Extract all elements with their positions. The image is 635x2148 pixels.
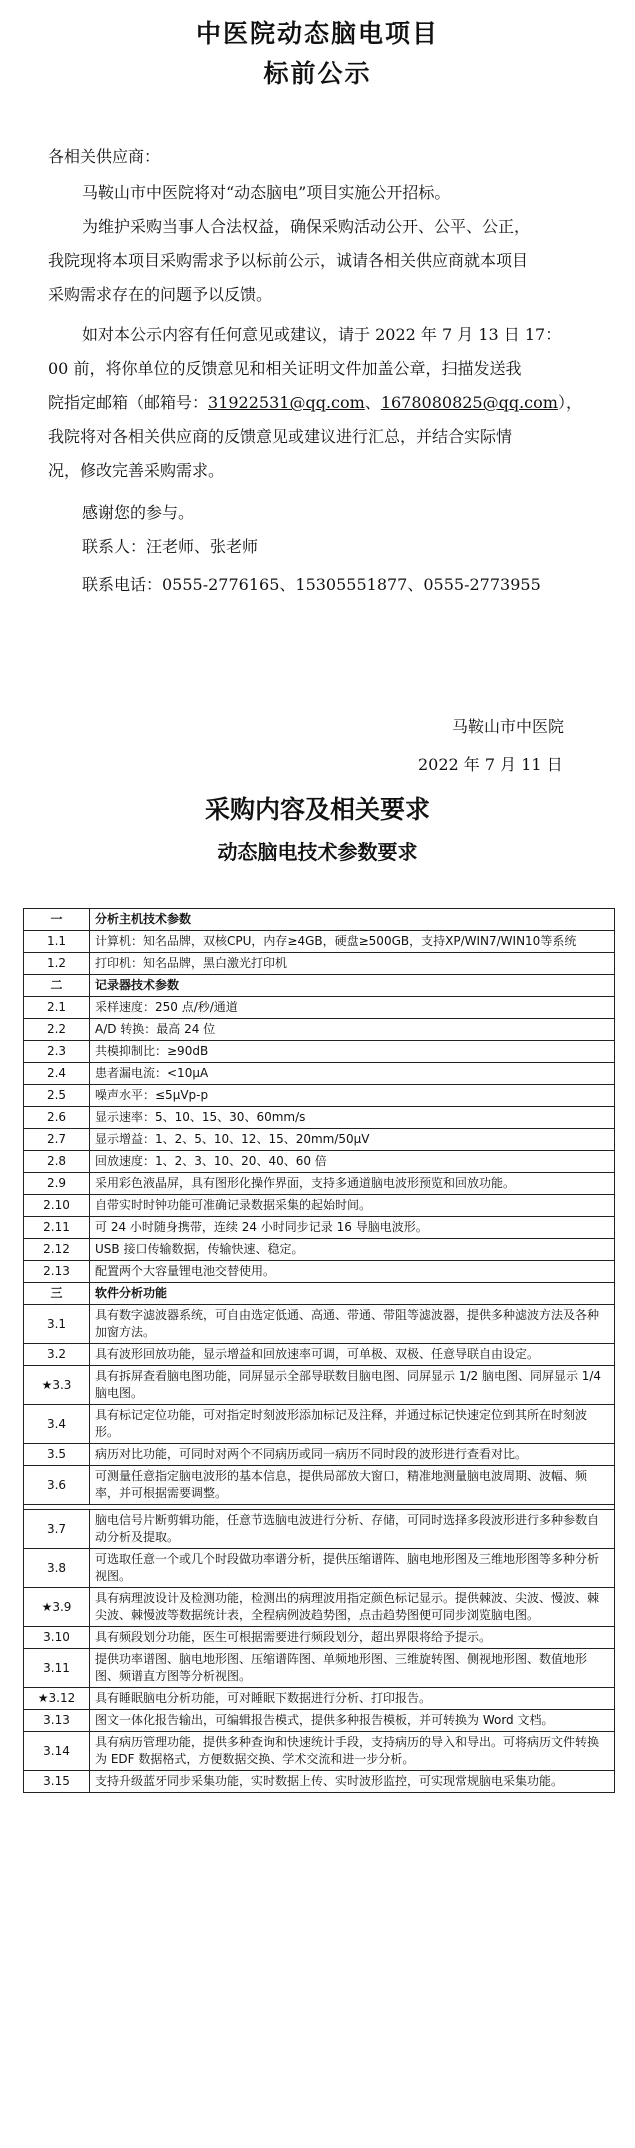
- table-row: [24, 997, 615, 1019]
- item-description: 病历对比功能，可同时对两个不同病历或同一病历不同时段的波形进行查看对比。: [90, 1444, 615, 1466]
- item-description: 脑电信号片断剪辑功能，任意节选脑电波进行分析、存储，可同时选择多段波形进行多种参数自动分析及提取。: [90, 1510, 615, 1549]
- item-description: 具有频段划分功能，医生可根据需要进行频段划分，超出界限将给予提示。: [90, 1627, 615, 1649]
- item-number: 2.5: [24, 1085, 90, 1107]
- item-number: ★3.9: [24, 1588, 90, 1627]
- section-heading: 软件分析功能: [90, 1283, 615, 1305]
- table-row: [24, 1217, 615, 1239]
- item-number: 3.15: [24, 1771, 90, 1793]
- item-number: 2.3: [24, 1041, 90, 1063]
- table-section-row: [24, 909, 615, 931]
- table-row: [24, 1107, 615, 1129]
- item-description: 采用彩色液晶屏，具有图形化操作界面，支持多通道脑电波形预览和回放功能。: [90, 1173, 615, 1195]
- item-number: 一: [24, 909, 90, 931]
- text-line: 我院现将本项目采购需求予以标前公示，诚请各相关供应商就本项目: [48, 251, 529, 270]
- table-row: [24, 1129, 615, 1151]
- table-row: [24, 1510, 615, 1549]
- table-row: [24, 1063, 615, 1085]
- item-description: USB 接口传输数据，传输快速、稳定。: [90, 1239, 615, 1261]
- table-row: [24, 1085, 615, 1107]
- text-line: 马鞍山市中医院将对“动态脑电”项目实施公开招标。: [82, 183, 451, 202]
- item-number: 2.4: [24, 1063, 90, 1085]
- item-description: 提供功率谱图、脑电地形图、压缩谱阵图、单频地形图、三维旋转图、侧视地形图、数值地形图、频谱直方图等分析视图。: [90, 1649, 615, 1688]
- text-line: 如对本公示内容有任何意见或建议，请于 2022 年 7 月 13 日 17：: [82, 325, 562, 344]
- item-number: 3.11: [24, 1649, 90, 1688]
- table-row: [24, 1019, 615, 1041]
- section-heading: 分析主机技术参数: [90, 909, 615, 931]
- paragraph-2: [48, 210, 593, 312]
- text-line: 况，修改完善采购需求。: [48, 461, 225, 480]
- spec-table: [23, 908, 615, 1793]
- item-number: 3.5: [24, 1444, 90, 1466]
- item-number: 三: [24, 1283, 90, 1305]
- email-address: 31922531@qq.com: [208, 393, 365, 412]
- item-description: 共模抑制比：≥90dB: [90, 1041, 615, 1063]
- item-description: 采样速度：250 点/秒/通道: [90, 997, 615, 1019]
- item-description: 配置两个大容量锂电池交替使用。: [90, 1261, 615, 1283]
- email-line: 院指定邮箱（邮箱号：31922531@qq.com、1678080825@qq.com），: [48, 393, 582, 412]
- item-description: 显示速率：5、10、15、30、60mm/s: [90, 1107, 615, 1129]
- table-row: [24, 1366, 615, 1405]
- item-number: 2.11: [24, 1217, 90, 1239]
- table-row: [24, 1239, 615, 1261]
- item-number: 3.13: [24, 1710, 90, 1732]
- item-description: 具有数字滤波器系统，可自由选定低通、高通、带通、带阻等滤波器，提供多种滤波方法及各种加窗方法。: [90, 1305, 615, 1344]
- item-number: 3.14: [24, 1732, 90, 1771]
- paragraph-3: [48, 318, 593, 488]
- table-row: [24, 1151, 615, 1173]
- table-row: [24, 1688, 615, 1710]
- item-number: 2.12: [24, 1239, 90, 1261]
- contact-phone: 联系电话：0555-2776165、15305551877、0555-2773955: [82, 575, 541, 594]
- table-row: [24, 1588, 615, 1627]
- item-description: 自带实时时钟功能可准确记录数据采集的起始时间。: [90, 1195, 615, 1217]
- table-row: [24, 1649, 615, 1688]
- item-description: 打印机：知名品牌，黑白激光打印机: [90, 953, 615, 975]
- item-number: 3.8: [24, 1549, 90, 1588]
- text-line: 为维护采购当事人合法权益，确保采购活动公开、公平、公正，: [82, 217, 531, 236]
- item-description: 噪声水平：≤5μVp-p: [90, 1085, 615, 1107]
- item-number: 3.7: [24, 1510, 90, 1549]
- item-description: A/D 转换：最高 24 位: [90, 1019, 615, 1041]
- text-line: 采购需求存在的问题予以反馈。: [48, 285, 273, 304]
- item-number: 1.2: [24, 953, 90, 975]
- item-number: 2.10: [24, 1195, 90, 1217]
- table-row: [24, 1627, 615, 1649]
- table-row: [24, 1305, 615, 1344]
- item-number: 2.9: [24, 1173, 90, 1195]
- item-number: ★3.12: [24, 1688, 90, 1710]
- item-description: 具有睡眠脑电分析功能，可对睡眠下数据进行分析、打印报告。: [90, 1688, 615, 1710]
- item-number: 3.2: [24, 1344, 90, 1366]
- text-line: 00 前，将你单位的反馈意见和相关证明文件加盖公章，扫描发送我: [48, 359, 522, 378]
- table-section-row: [24, 975, 615, 997]
- item-description: 回放速度：1、2、3、10、20、40、60 倍: [90, 1151, 615, 1173]
- text-line: 我院将对各相关供应商的反馈意见或建议进行汇总，并结合实际情: [48, 427, 513, 446]
- document-title-line2: 标前公示: [263, 59, 372, 88]
- table-row: [24, 1549, 615, 1588]
- table-row: [24, 1444, 615, 1466]
- table-row: [24, 953, 615, 975]
- item-description: 可 24 小时随身携带，连续 24 小时同步记录 16 导脑电波形。: [90, 1217, 615, 1239]
- thanks-text: 感谢您的参与。: [82, 503, 195, 522]
- item-description: 具有拆屏查看脑电图功能，同屏显示全部导联数目脑电图、同屏显示 1/2 脑电图、同屏显示 1/4 脑电图。: [90, 1366, 615, 1405]
- table-row: [24, 931, 615, 953]
- salutation: 各相关供应商：: [48, 147, 161, 166]
- item-number: 2.1: [24, 997, 90, 1019]
- table-row: [24, 1771, 615, 1793]
- item-number: 2.7: [24, 1129, 90, 1151]
- item-number: 1.1: [24, 931, 90, 953]
- signature-org: 马鞍山市中医院: [452, 717, 565, 736]
- item-number: 2.13: [24, 1261, 90, 1283]
- item-description: 计算机：知名品牌，双核CPU，内存≥4GB，硬盘≥500GB，支持XP/WIN7/WIN10等系统: [90, 931, 615, 953]
- section-title: 采购内容及相关要求: [204, 795, 430, 824]
- item-number: 3.4: [24, 1405, 90, 1444]
- item-description: 显示增益：1、2、5、10、12、15、20mm/50μV: [90, 1129, 615, 1151]
- table-row: [24, 1466, 615, 1505]
- contact-person: 联系人：汪老师、张老师: [82, 537, 259, 556]
- item-number: 3.1: [24, 1305, 90, 1344]
- item-number: 2.2: [24, 1019, 90, 1041]
- item-description: 具有病历管理功能，提供多种查询和快速统计手段，支持病历的导入和导出。可将病历文件转换为 EDF 数据格式，方便数据交换、学术交流和进一步分析。: [90, 1732, 615, 1771]
- table-row: [24, 1732, 615, 1771]
- table-row: [24, 1195, 615, 1217]
- item-description: 具有病理波设计及检测功能，检测出的病理波用指定颜色标记显示。提供棘波、尖波、慢波、棘尖波、棘慢波等数据统计表，全程病例波趋势图，点击趋势图便可同步浏览脑电图。: [90, 1588, 615, 1627]
- section-heading: 记录器技术参数: [90, 975, 615, 997]
- table-section-row: [24, 1283, 615, 1305]
- item-number: 3.6: [24, 1466, 90, 1505]
- table-row: [24, 1173, 615, 1195]
- item-number: 3.10: [24, 1627, 90, 1649]
- table-row: [24, 1041, 615, 1063]
- item-number: ★3.3: [24, 1366, 90, 1405]
- item-description: 支持升级蓝牙同步采集功能，实时数据上传、实时波形监控，可实现常规脑电采集功能。: [90, 1771, 615, 1793]
- paragraph-1: [82, 176, 627, 210]
- item-number: 2.8: [24, 1151, 90, 1173]
- document-title-line1: 中医院动态脑电项目: [195, 19, 439, 48]
- item-description: 患者漏电流：<10μA: [90, 1063, 615, 1085]
- email-address: 1678080825@qq.com: [380, 393, 558, 412]
- table-row: [24, 1344, 615, 1366]
- item-number: 2.6: [24, 1107, 90, 1129]
- table-row: [24, 1710, 615, 1732]
- item-description: 具有波形回放功能，显示增益和回放速率可调，可单极、双极、任意导联自由设定。: [90, 1344, 615, 1366]
- item-description: 图文一体化报告输出，可编辑报告模式，提供多种报告模板，并可转换为 Word 文档。: [90, 1710, 615, 1732]
- signature-date: 2022 年 7 月 11 日: [418, 755, 563, 774]
- spec-table-body: [24, 909, 615, 1793]
- table-row: [24, 1261, 615, 1283]
- item-number: 二: [24, 975, 90, 997]
- item-description: 具有标记定位功能，可对指定时刻波形添加标记及注释，并通过标记快速定位到其所在时刻波形。: [90, 1405, 615, 1444]
- item-description: 可选取任意一个或几个时段做功率谱分析，提供压缩谱阵、脑电地形图及三维地形图等多种分析视图。: [90, 1549, 615, 1588]
- table-row: [24, 1405, 615, 1444]
- section-subtitle: 动态脑电技术参数要求: [217, 840, 418, 864]
- item-description: 可测量任意指定脑电波形的基本信息，提供局部放大窗口，精准地测量脑电波周期、波幅、频率，并可根据需要调整。: [90, 1466, 615, 1505]
